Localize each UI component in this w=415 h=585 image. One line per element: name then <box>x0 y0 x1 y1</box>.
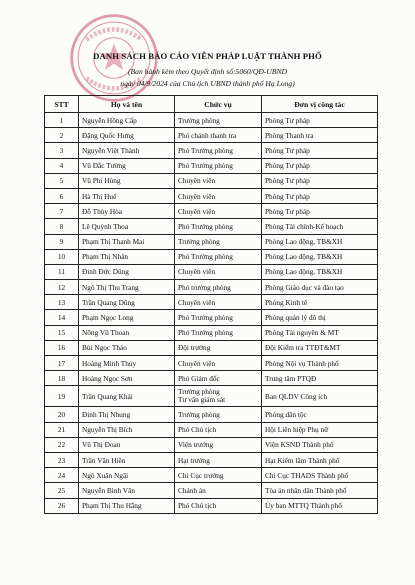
header-unit: Đơn vị công tác <box>262 96 378 113</box>
table-row <box>45 310 378 325</box>
cell-stt: 26 <box>45 498 79 513</box>
table-row <box>45 264 378 279</box>
cell-name: Đinh Đức Dũng <box>79 264 175 279</box>
cell-unit: Phòng quản lý đô thị <box>262 310 378 325</box>
cell-unit: Phòng Tài nguyên & MT <box>262 325 378 340</box>
cell-name: Lê Quỳnh Thoa <box>79 219 175 234</box>
header-name: Họ và tên <box>79 96 175 113</box>
cell-unit: Phòng Tài chính-Kế hoạch <box>262 219 378 234</box>
cell-stt: 23 <box>45 452 79 467</box>
cell-name: Trần Văn Hiền <box>79 452 175 467</box>
cell-unit: Phòng Tư pháp <box>262 113 378 128</box>
cell-unit: Phòng Tư pháp <box>262 188 378 203</box>
table-header-row <box>45 96 378 113</box>
cell-role: Phó trưởng phòng <box>175 280 262 295</box>
cell-unit: Tòa án nhân dân Thành phố <box>262 483 378 498</box>
cell-name: Đặng Quốc Hưng <box>79 128 175 143</box>
cell-stt: 18 <box>45 371 79 386</box>
cell-stt: 12 <box>45 280 79 295</box>
table-row <box>45 143 378 158</box>
cell-unit: Viện KSND Thành phố <box>262 437 378 452</box>
cell-name: Nguyễn Hồng Cấp <box>79 113 175 128</box>
cell-role: Phó Chủ tịch <box>175 422 262 437</box>
cell-name: Phạm Thị Nhàn <box>79 249 175 264</box>
document-subtitle-line1: (Ban hành kèm theo Quyết định số:5060/QĐ-UBND <box>127 67 288 76</box>
cell-unit: Trung tâm PTQĐ <box>262 371 378 386</box>
cell-name: Nguyễn Thị Bích <box>79 422 175 437</box>
header-stt: STT <box>45 96 79 113</box>
cell-name: Nông Vũ Thoan <box>79 325 175 340</box>
cell-role: Trưởng phòng <box>175 234 262 249</box>
cell-role: Đội trưởng <box>175 340 262 355</box>
cell-role: Chuyên viên <box>175 188 262 203</box>
cell-stt: 7 <box>45 204 79 219</box>
cell-name: Ngô Thị Thu Trang <box>79 280 175 295</box>
cell-role: Chuyên viên <box>175 295 262 310</box>
cell-unit: Phòng Tư pháp <box>262 204 378 219</box>
cell-role: Chánh án <box>175 483 262 498</box>
cell-stt: 19 <box>45 386 79 407</box>
cell-name: Ngô Xuân Ngãi <box>79 468 175 483</box>
cell-unit: Phòng Tư pháp <box>262 158 378 173</box>
table-row <box>45 204 378 219</box>
cell-stt: 16 <box>45 340 79 355</box>
cell-role: Chuyên viên <box>175 264 262 279</box>
table-row <box>45 158 378 173</box>
cell-unit: Chi Cục THADS Thành phố <box>262 468 378 483</box>
cell-role: Trưởng phòng <box>175 113 262 128</box>
table-row <box>45 422 378 437</box>
table-row <box>45 371 378 386</box>
cell-unit: Ban QLDV Công ích <box>262 386 378 407</box>
cell-name: Trần Quang Dũng <box>79 295 175 310</box>
table-row <box>45 340 378 355</box>
cell-unit: Phòng Lao động, TB&XH <box>262 264 378 279</box>
cell-name: Vũ Đắc Tường <box>79 158 175 173</box>
table-row <box>45 356 378 371</box>
cell-stt: 17 <box>45 356 79 371</box>
cell-name: Vũ Thị Đoan <box>79 437 175 452</box>
table-row <box>45 386 378 407</box>
reporter-list-table <box>44 95 378 514</box>
table-row <box>45 483 378 498</box>
cell-role: Phó Trưởng phòng <box>175 143 262 158</box>
cell-stt: 21 <box>45 422 79 437</box>
cell-role: Phó Trưởng phòng <box>175 249 262 264</box>
cell-stt: 24 <box>45 468 79 483</box>
cell-stt: 4 <box>45 158 79 173</box>
cell-name: Phạm Ngọc Long <box>79 310 175 325</box>
cell-role: Phó chánh thanh tra <box>175 128 262 143</box>
cell-name: Hoàng Minh Thủy <box>79 356 175 371</box>
cell-name: Nguyễn Bình Văn <box>79 483 175 498</box>
table-row <box>45 468 378 483</box>
cell-role: Phó Trưởng phòng <box>175 219 262 234</box>
cell-unit: Phòng Nội vụ Thành phố <box>262 356 378 371</box>
cell-role: Chuyên viên <box>175 204 262 219</box>
header-role: Chức vụ <box>175 96 262 113</box>
cell-unit: Phòng Lao động, TB&XH <box>262 249 378 264</box>
cell-stt: 22 <box>45 437 79 452</box>
cell-unit: Phòng Giáo dục và đào tạo <box>262 280 378 295</box>
cell-role: Trưởng phòng <box>175 407 262 422</box>
cell-role: Viện trưởng <box>175 437 262 452</box>
cell-stt: 11 <box>45 264 79 279</box>
cell-unit: Phòng Kinh tế <box>262 295 378 310</box>
cell-name: Phạm Thị Thanh Mai <box>79 234 175 249</box>
table-row <box>45 128 378 143</box>
cell-name: Bùi Ngọc Thảo <box>79 340 175 355</box>
table-row <box>45 437 378 452</box>
document-subtitle-line2: ngày 04/9/2024 của Chủ tịch UBND thành phố Hạ Long) <box>120 79 295 88</box>
table-row <box>45 173 378 188</box>
cell-role: Phó Giám đốc <box>175 371 262 386</box>
cell-role: Hạt trưởng <box>175 452 262 467</box>
table-row <box>45 325 378 340</box>
cell-name: Nguyễn Việt Thành <box>79 143 175 158</box>
cell-unit: Đội Kiểm tra TTĐT&MT <box>262 340 378 355</box>
cell-stt: 1 <box>45 113 79 128</box>
cell-unit: Phòng dân tộc <box>262 407 378 422</box>
cell-unit: Phòng Tư pháp <box>262 173 378 188</box>
cell-stt: 8 <box>45 219 79 234</box>
document-title: DANH SÁCH BÁO CÁO VIÊN PHÁP LUẬT THÀNH PHỐ <box>93 51 322 61</box>
table-row <box>45 219 378 234</box>
table-row <box>45 280 378 295</box>
cell-name: Vũ Phi Hùng <box>79 173 175 188</box>
cell-role: Phó Trưởng phòng <box>175 325 262 340</box>
cell-role-line: Trưởng phòng <box>178 386 220 396</box>
cell-name: Hoàng Ngọc Sơn <box>79 371 175 386</box>
table-row <box>45 234 378 249</box>
cell-role: Phó Chủ tịch <box>175 498 262 513</box>
cell-stt: 9 <box>45 234 79 249</box>
cell-role-line: Tư vấn giám sát <box>178 395 226 405</box>
cell-name: Hà Thị Huế <box>79 188 175 203</box>
cell-stt: 2 <box>45 128 79 143</box>
cell-name: Trần Quang Khải <box>79 386 175 407</box>
table-row <box>45 498 378 513</box>
cell-stt: 14 <box>45 310 79 325</box>
cell-unit: Hội Liên hiệp Phụ nữ <box>262 422 378 437</box>
cell-stt: 10 <box>45 249 79 264</box>
cell-stt: 25 <box>45 483 79 498</box>
cell-unit: Hạt Kiểm lâm Thành phố <box>262 452 378 467</box>
cell-unit: Phòng Tư pháp <box>262 143 378 158</box>
cell-unit: Phòng Lao động, TB&XH <box>262 234 378 249</box>
cell-role: Phó Trưởng phòng <box>175 158 262 173</box>
cell-stt: 5 <box>45 173 79 188</box>
cell-role <box>175 386 262 407</box>
table-row <box>45 249 378 264</box>
table-row <box>45 295 378 310</box>
table-row <box>45 407 378 422</box>
cell-unit: Ủy ban MTTQ Thành phố <box>262 498 378 513</box>
table-row <box>45 113 378 128</box>
cell-name: Phạm Thị Thu Hằng <box>79 498 175 513</box>
cell-name: Đinh Thị Nhung <box>79 407 175 422</box>
table-row <box>45 452 378 467</box>
cell-role: Chi Cục trưởng <box>175 468 262 483</box>
cell-role: Chuyên viên <box>175 356 262 371</box>
cell-stt: 13 <box>45 295 79 310</box>
cell-stt: 15 <box>45 325 79 340</box>
table-row <box>45 188 378 203</box>
cell-stt: 3 <box>45 143 79 158</box>
cell-role: Phó Trưởng phòng <box>175 310 262 325</box>
cell-unit: Phòng Thanh tra <box>262 128 378 143</box>
cell-role: Chuyên viên <box>175 173 262 188</box>
cell-stt: 6 <box>45 188 79 203</box>
cell-name: Đỗ Thùy Hòa <box>79 204 175 219</box>
cell-stt: 20 <box>45 407 79 422</box>
